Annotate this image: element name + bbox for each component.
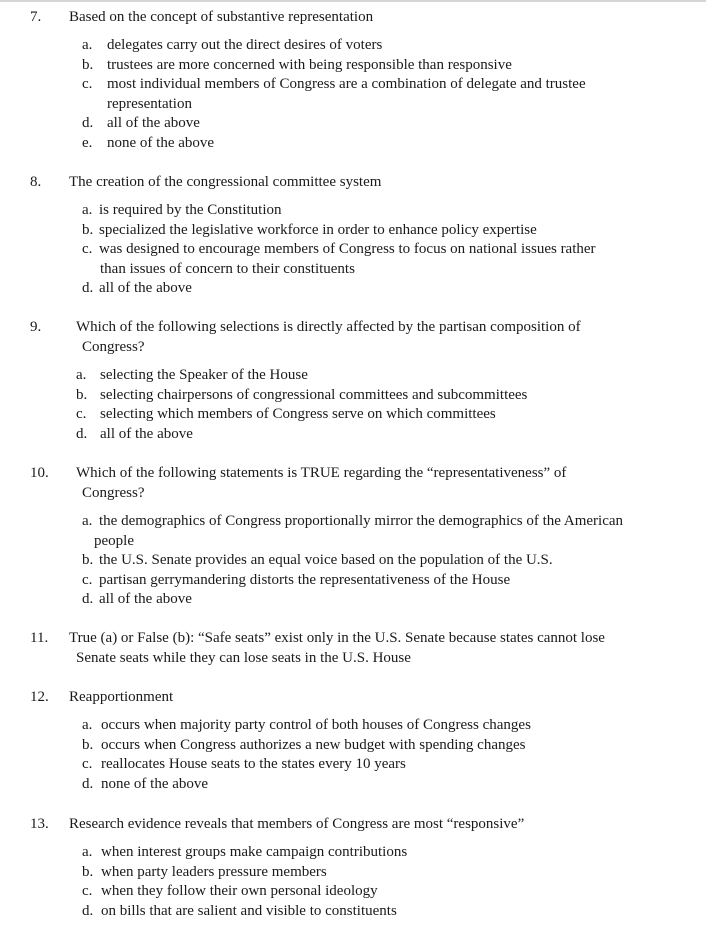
- option-b: [82, 56, 586, 76]
- option-letter: e.: [82, 134, 93, 151]
- option-e: [82, 134, 586, 154]
- option-letter: b.: [82, 863, 94, 880]
- option-b: [76, 386, 527, 406]
- option-text: the U.S. Senate provides an equal voice based on the population of the U.S.: [99, 552, 553, 568]
- question-number: 8.: [30, 174, 42, 190]
- option-text: on bills that are salient and visible to constituents: [101, 902, 397, 919]
- question-number: 9.: [30, 319, 42, 335]
- option-letter: c.: [82, 883, 93, 899]
- stem-line: Research evidence reveals that members of Congress are most “responsive”: [69, 816, 525, 832]
- question-number: 12.: [30, 689, 49, 705]
- option-d: [82, 775, 531, 795]
- option-a: [82, 512, 623, 551]
- question-stem: [69, 815, 524, 835]
- option-text: all of the above: [100, 425, 193, 442]
- question-stem: [76, 464, 566, 503]
- question-number: 13.: [30, 816, 49, 832]
- option-letter: a.: [82, 717, 93, 733]
- option-letter: d.: [82, 591, 94, 607]
- option-letter: c.: [82, 241, 93, 257]
- option-d: [82, 590, 623, 610]
- option-text: the demographics of Congress proportionally mirror the demographics of the American: [99, 513, 624, 529]
- option-letter: c.: [82, 571, 93, 588]
- option-text: all of the above: [99, 280, 192, 296]
- option-text-continued: representation: [107, 95, 192, 112]
- stem-line: Based on the concept of substantive representation: [69, 9, 374, 25]
- question-number: 11.: [30, 630, 49, 646]
- option-letter: a.: [76, 367, 87, 383]
- option-c: [76, 405, 527, 425]
- option-c: [82, 240, 596, 279]
- option-text: selecting the Speaker of the House: [100, 367, 308, 383]
- option-letter: d.: [82, 280, 94, 296]
- option-letter: b.: [82, 552, 94, 568]
- option-c: [82, 75, 586, 114]
- option-text: none of the above: [107, 134, 215, 151]
- option-letter: c.: [82, 756, 93, 772]
- option-c: [82, 882, 407, 902]
- option-b: [82, 221, 596, 241]
- option-letter: c.: [76, 406, 87, 422]
- option-d: [82, 279, 596, 299]
- stem-line: Congress?: [82, 484, 145, 501]
- option-letter: a.: [82, 513, 93, 529]
- question-stem: [69, 688, 173, 708]
- option-a: [82, 843, 407, 863]
- option-b: [82, 551, 623, 571]
- option-letter: a.: [82, 37, 93, 53]
- option-text: partisan gerrymandering distorts the representativeness of the House: [99, 571, 511, 588]
- option-b: [82, 863, 407, 883]
- option-letter: d.: [82, 902, 94, 919]
- option-text: was designed to encourage members of Congress to focus on national issues rather: [99, 241, 596, 257]
- option-text: most individual members of Congress are a combination of delegate and trustee: [107, 76, 586, 92]
- option-text: delegates carry out the direct desires of voters: [107, 37, 383, 53]
- option-text: selecting chairpersons of congressional committees and subcommittees: [100, 386, 528, 403]
- option-text: reallocates House seats to the states every 10 years: [101, 756, 406, 772]
- option-a: [76, 366, 527, 386]
- option-c: [82, 755, 531, 775]
- options-list: [82, 512, 623, 610]
- option-letter: b.: [82, 221, 94, 238]
- stem-line: Which of the following selections is directly affected by the partisan composition of: [76, 319, 581, 335]
- option-text: is required by the Constitution: [99, 202, 282, 218]
- stem-line: The creation of the congressional committee system: [69, 174, 382, 190]
- option-text: specialized the legislative workforce in order to enhance policy expertise: [99, 221, 537, 238]
- option-text: occurs when majority party control of both houses of Congress changes: [101, 717, 531, 733]
- option-letter: b.: [82, 736, 94, 753]
- option-text: none of the above: [101, 775, 209, 792]
- stem-line: Reapportionment: [69, 689, 174, 705]
- option-letter: d.: [82, 115, 94, 131]
- option-d: [76, 425, 527, 445]
- question-stem: [69, 173, 381, 193]
- option-b: [82, 736, 531, 756]
- option-text: occurs when Congress authorizes a new budget with spending changes: [101, 736, 526, 753]
- option-d: [82, 114, 586, 134]
- option-a: [82, 201, 596, 221]
- option-letter: c.: [82, 76, 93, 92]
- stem-line: Senate seats while they can lose seats in the U.S. House: [76, 649, 411, 666]
- option-letter: d.: [76, 425, 88, 442]
- options-list: [82, 716, 531, 794]
- stem-line: Which of the following statements is TRUE regarding the “representativeness” of: [76, 465, 567, 481]
- option-text-continued: people: [94, 532, 134, 549]
- options-list: [82, 843, 407, 921]
- option-text: trustees are more concerned with being responsible than responsive: [107, 56, 512, 73]
- option-a: [82, 716, 531, 736]
- option-c: [82, 571, 623, 591]
- option-letter: b.: [82, 56, 94, 73]
- question-number: 7.: [30, 9, 42, 25]
- question-stem: [69, 629, 605, 668]
- option-text: selecting which members of Congress serve on which committees: [100, 406, 496, 422]
- options-list: [82, 201, 596, 299]
- stem-line: Congress?: [82, 338, 145, 355]
- option-letter: a.: [82, 202, 93, 218]
- option-letter: a.: [82, 844, 93, 860]
- option-text: all of the above: [99, 591, 192, 607]
- question-number: 10.: [30, 465, 49, 481]
- option-d: [82, 902, 407, 922]
- option-letter: b.: [76, 386, 88, 403]
- option-a: [82, 36, 586, 56]
- question-stem: [76, 318, 581, 357]
- options-list: [82, 36, 586, 153]
- option-letter: d.: [82, 775, 94, 792]
- option-text: when they follow their own personal ideology: [101, 883, 378, 899]
- question-stem: [69, 8, 373, 28]
- stem-line: True (a) or False (b): “Safe seats” exist only in the U.S. Senate because states cannot lose: [69, 630, 605, 646]
- option-text-continued: than issues of concern to their constituents: [100, 260, 355, 277]
- option-text: when party leaders pressure members: [101, 863, 327, 880]
- option-text: when interest groups make campaign contributions: [101, 844, 408, 860]
- top-rule: [0, 0, 706, 2]
- options-list: [76, 366, 527, 444]
- option-text: all of the above: [107, 115, 200, 131]
